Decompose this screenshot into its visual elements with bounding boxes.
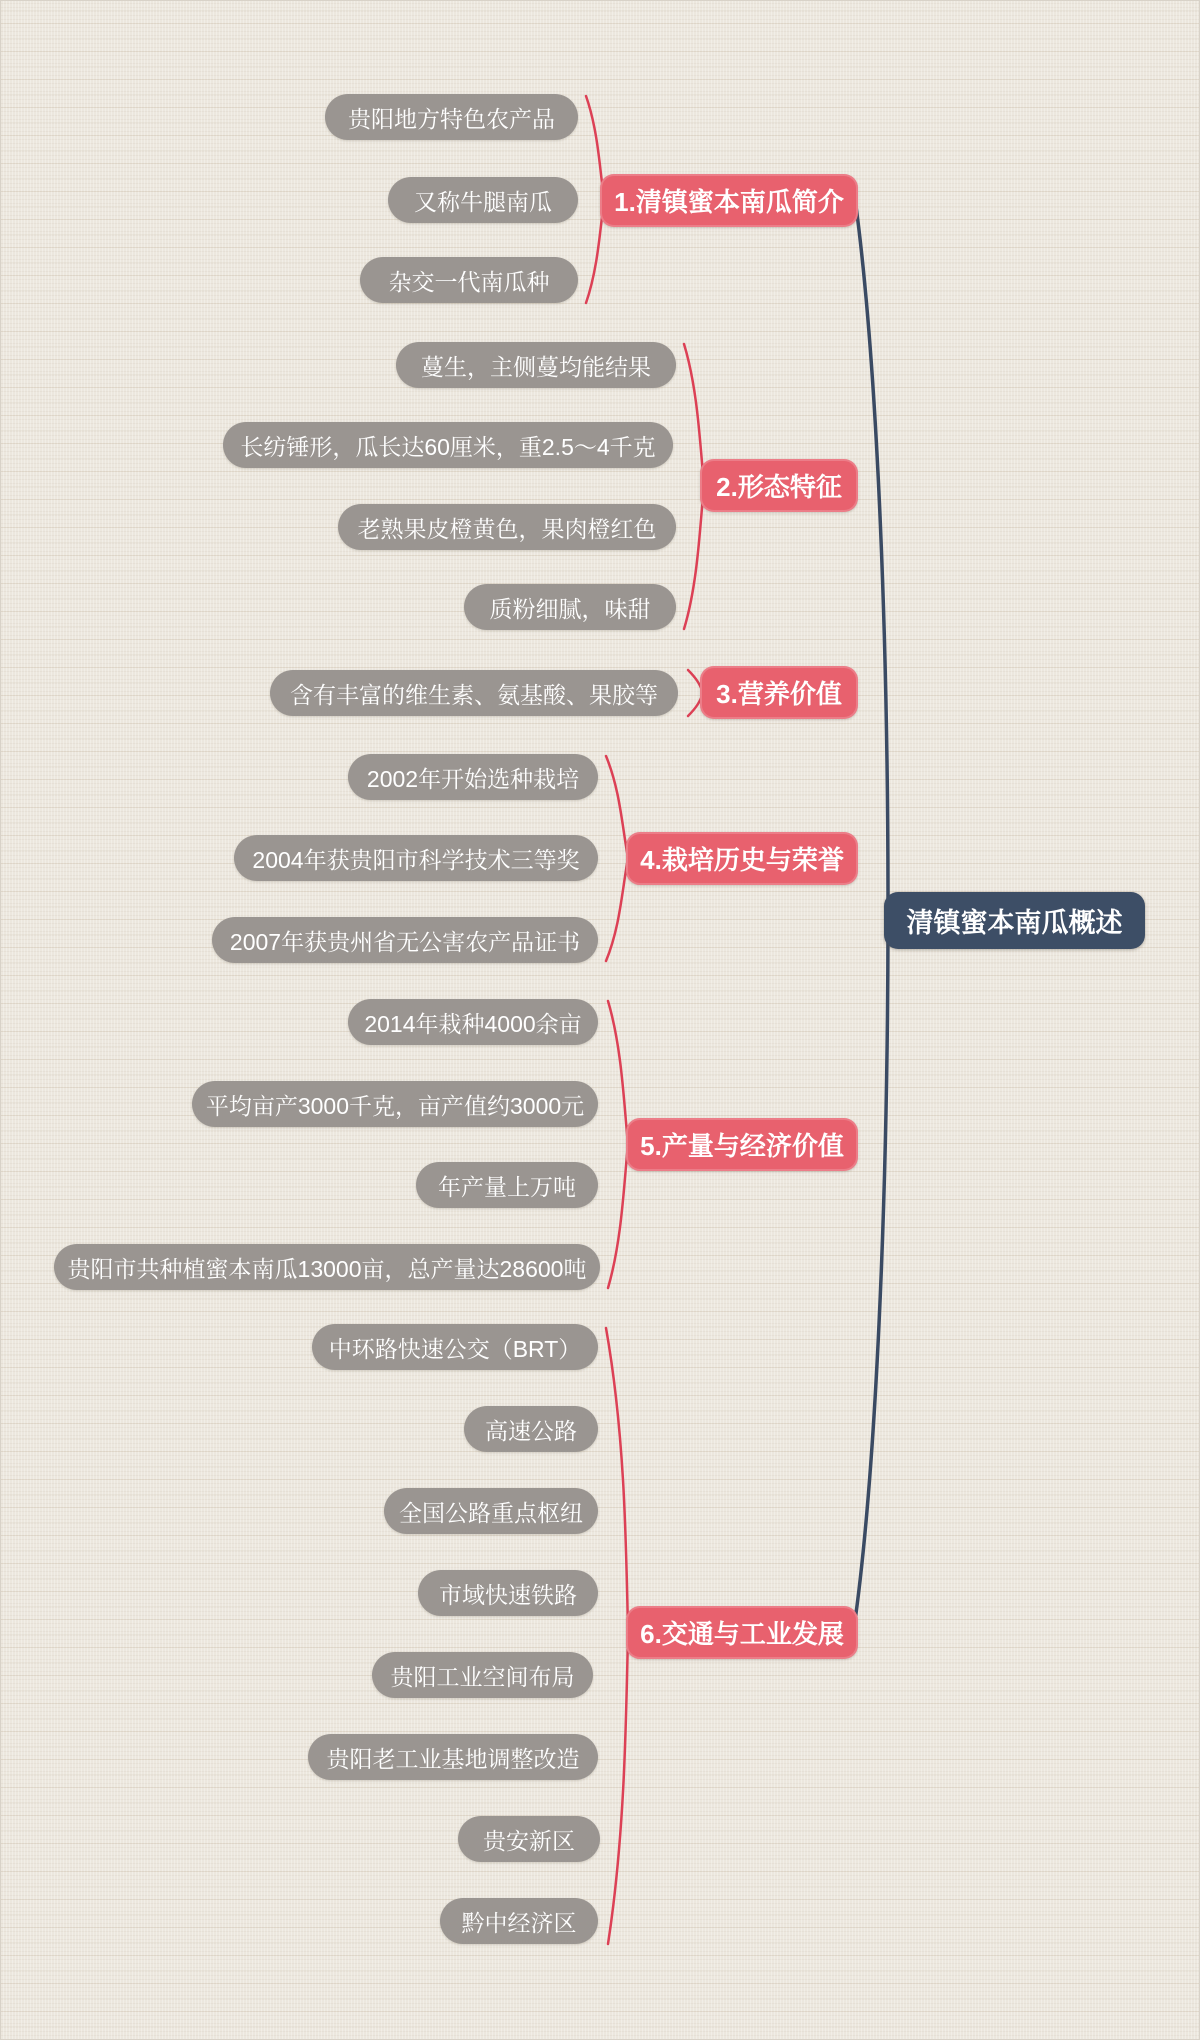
leaf-node[interactable]: 全国公路重点枢纽 [384,1488,598,1534]
leaf-node[interactable]: 老熟果皮橙黄色，果肉橙红色 [338,504,676,550]
branch-node-4[interactable]: 4.栽培历史与荣誉 [626,832,858,885]
leaf-node[interactable]: 质粉细腻，味甜 [464,584,676,630]
branch-node-3[interactable]: 3.营养价值 [700,666,858,719]
leaf-node[interactable]: 又称牛腿南瓜 [388,177,578,223]
leaf-node[interactable]: 含有丰富的维生素、氨基酸、果胶等 [270,670,678,716]
leaf-node[interactable]: 市域快速铁路 [418,1570,598,1616]
leaf-node[interactable]: 2007年获贵州省无公害农产品证书 [212,917,598,963]
branch-node-2[interactable]: 2.形态特征 [700,459,858,512]
leaf-node[interactable]: 贵阳地方特色农产品 [325,94,578,140]
brace-curve-6 [606,1328,628,1944]
leaf-node[interactable]: 年产量上万吨 [416,1162,598,1208]
leaf-node[interactable]: 中环路快速公交（BRT） [312,1324,598,1370]
leaf-node[interactable]: 杂交一代南瓜种 [360,257,578,303]
leaf-node[interactable]: 长纺锤形，瓜长达60厘米，重2.5～4千克 [223,422,673,468]
leaf-node[interactable]: 贵阳工业空间布局 [372,1652,593,1698]
leaf-node[interactable]: 高速公路 [464,1406,598,1452]
leaf-node[interactable]: 2004年获贵阳市科学技术三等奖 [234,835,598,881]
leaf-node[interactable]: 黔中经济区 [440,1898,598,1944]
leaf-node[interactable]: 2002年开始选种栽培 [348,754,598,800]
leaf-node[interactable]: 贵安新区 [458,1816,600,1862]
leaf-node[interactable]: 贵阳老工业基地调整改造 [308,1734,598,1780]
leaf-node[interactable]: 蔓生，主侧蔓均能结果 [396,342,676,388]
root-node[interactable]: 清镇蜜本南瓜概述 [884,892,1145,949]
leaf-node[interactable]: 平均亩产3000千克，亩产值约3000元 [192,1081,598,1127]
branch-node-5[interactable]: 5.产量与经济价值 [626,1118,858,1171]
brace-curve-4 [606,756,628,961]
leaf-node[interactable]: 2014年栽种4000余亩 [348,999,598,1045]
leaf-node[interactable]: 贵阳市共种植蜜本南瓜13000亩，总产量达28600吨 [54,1244,600,1290]
branch-node-6[interactable]: 6.交通与工业发展 [626,1606,858,1659]
spine-curve [854,206,888,1628]
branch-node-1[interactable]: 1.清镇蜜本南瓜简介 [600,174,858,227]
brace-curve-5 [608,1001,628,1288]
